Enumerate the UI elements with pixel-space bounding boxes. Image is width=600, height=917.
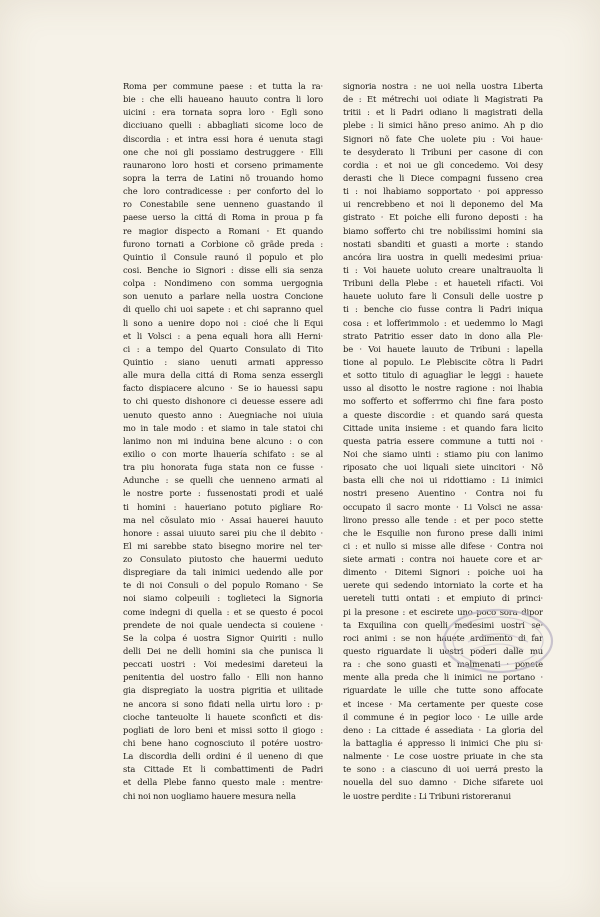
text-line: uicini : era tornata sopra loro · Egli sono [123,107,323,118]
text-line: pi la presone : et escirete uno poco sora dipor [343,606,543,617]
text-line: te di noi Consuli o del populo Romano · Se [123,580,323,591]
text-line: strato Patritio esser dato in dono alla Ple· [343,330,543,341]
text-line: nalmente · Le cose uostre priuate in che sta [343,751,543,762]
text-line: bie : che elli haueano hauuto contra li loro [123,94,323,105]
text-line: Quintio : siano uenuti armati appresso [123,356,323,367]
text-line: signoria nostra : ne uoi nella uostra Liberta [343,81,543,91]
text-line: le uostre perdite : Li Tribuni ristoreranui [343,790,511,801]
text-line: paese uerso la cittá di Roma in proua p fa [123,212,323,223]
text-line: chi noi non uogliamo hauere mesura nella [123,790,296,801]
text-line: ci : a tempo del Quarto Consulato di Tito [123,343,323,354]
text-line: lirono presso alle tende : et per poco stette [343,514,543,525]
text-line: zo Consulato piutosto che hauermi ueduto [123,554,323,565]
text-line: come indegni di quella : et se questo é pocoi [123,606,323,617]
text-line: et sotto titulo di aguagliar le leggi : hauete [343,370,543,381]
text-line: Roma per commune paese : et tutta la ra· [123,81,323,91]
text-line: ta Exquilina con quelli medesimi uostri se· [343,619,543,630]
text-line: che le Esquilie non furono prese dalli inimi [343,527,543,538]
text-line: occupato il sacro monte · Li Volsci ne assa· [343,501,543,512]
text-line: cosa : et lofferimmolo : et uedemmo lo Magi [343,317,543,328]
text-line: et li Volsci : a pena equali hora alli Herni· [123,330,323,341]
text-line: exilio o con morte lhauería schifato : se al [123,448,323,459]
text-line: uereteli tutti ontati : et empiuto di princi· [343,593,543,604]
text-line: biamo sofferto chi tre nobilissimi homini sia [343,225,543,236]
text-line: ui rencrebbeno et noi li deponemo del Ma [343,199,543,210]
text-line: li sono a uenire dopo noi : cioé che li Equi [123,317,323,328]
text-line: La discordia delli ordini é il ueneno di que [123,751,323,762]
text-line: uerete qui sedendo intorniato la corte et ha [343,580,543,591]
text-line: mente alla preda che li inimici ne portano · [343,672,543,683]
text-line: pogliati de loro beni et missi sotto il giogo : [123,724,323,735]
text-line: la battaglia é appresso li inimici Che piu si· [343,738,543,749]
text-line: gia dispregiato la uostra pigritia et uilitade [123,685,323,696]
text-line: colpa : Nondimeno con somma uergognia [123,278,323,289]
text-line: honore : assai uiuuto sarei piu che il debito · [123,527,323,538]
text-line: dispregiare da tali inimici uedendo alle por [123,567,323,578]
text-line: dimento · Ditemi Signori : poiche uoi ha [343,567,543,578]
text-line: re magior dispecto a Romani · Et quando [123,225,323,236]
left-text-column [123,80,323,803]
text-line: te desyderato li Tribuni per casone di con [343,146,543,157]
text-line: il commune é in pegior loco · Le uille arde [343,711,543,722]
text-line: ti homini : haueriano potuto pigliare Ro· [123,501,323,512]
text-line: plebe : li simici hãno preso animo. Ah p dio [343,120,543,131]
text-line: et incese · Ma certamente per queste cose [343,698,543,709]
text-line: ti : noi lhabiamo sopportato · poi appresso [343,186,543,197]
text-line: to chi questo dishonore ci deuesse essere adi [123,396,323,407]
text-line: dicciuano quelli : abbagliati sicome loco de [123,120,323,131]
text-line: Noi che siamo uinti : stiamo piu con lanimo [343,448,543,459]
text-line: El mi sarebbe stato bisegno morire nel ter· [123,540,323,551]
text-line: delli Dei ne delli homini sia che punisca li [123,646,323,657]
text-line: riposato che uoi liquali siete uincitori · Nõ [343,462,543,473]
text-line: hauete uoluto fare li Consuli delle uostre p [343,291,543,302]
text-line: questa patria essere commune a tutti noi · [343,435,543,446]
text-line: discordia : et intra essi hora é uenuta stagi [123,133,323,144]
text-line: Cittade unita insieme : et quando fara licito [343,422,543,433]
text-line: ra : che sono guasti et malmenati · ponete [343,659,543,670]
text-line: usso al disotto le nostre ragione : noi lhabia [343,383,543,394]
text-line: di quello chi uoi sapete : et chi sapranno quel [123,304,323,315]
text-line: Tribuni della Plebe : et haueteli rifacti. Voi [343,278,543,289]
text-line: tritii : et li Padri odiano li magistrati della [343,107,543,118]
text-line: roci animi : se non hauete ardimento di far [343,632,543,643]
right-text-column [343,80,543,803]
text-line: ne ancora si sono fidati nella uirtu loro : p· [123,698,323,709]
text-line: basta elli che noi ui ridottiamo : Li inimici [343,475,543,486]
text-line: cordia : et noi ue gli concedemo. Voi desy [343,159,543,170]
text-line: uenuto questo anno : Auegniache noi uiuia [123,409,323,420]
text-line: furono tornati a Corbione cõ grãde preda : [123,238,323,249]
text-line: ma nel cõsulato mio · Assai hauerei hauuto [123,514,323,525]
text-line: son uenuto a parlare nella uostra Concione [123,291,323,302]
text-line: Adunche : se quelli che uenneno armati al [123,475,323,486]
text-line: sopra la terra de Latini nõ trouando homo [123,172,323,183]
text-line: alle mura della cittá di Roma senza essergli [123,370,323,381]
text-line: tione al populo. Le Plebiscite cõtra li Padri [343,356,543,367]
text-line: questo riguardate li uostri poderi dalle mu [343,646,543,657]
text-line: ti : Voi hauete uoluto creare unaltrauolta li [343,264,543,275]
text-line: sta Cittade Et li combattimenti de Padri [123,764,323,775]
text-line: riguardate le uille che tutte sono affocate [343,685,543,696]
text-line: siete armati : contra noi hauete core et ar· [343,554,543,565]
text-line: ti : benche cio fusse contra li Padri iniqua [343,304,543,315]
text-line: mo in tale modo : et siamo in tale statoi chi [123,422,323,433]
text-line: che loro contradicesse : per conforto del lo [123,186,323,197]
text-line: ci : et nullo si misse alle difese · Contra noi [343,540,543,551]
text-line: cosi. Benche io Signori : disse elli sia senza [123,264,323,275]
text-line: be · Voi hauete lauuto de Tribuni : lapella [343,343,543,354]
text-line: Se la colpa é uostra Signor Quiriti : nullo [123,632,323,643]
text-line: penitentia del uostro fallo · Elli non hanno [123,672,323,683]
text-line: one che noi gli possiamo destruggere · Elli [123,146,323,157]
text-line: nostati sbanditi et guasti a morte : stando [343,238,543,249]
text-line: cioche tanteuolte li hauete sconficti et dis· [123,711,323,722]
text-line: Quintio il Consule raunó il populo et plo [123,251,323,262]
text-line: nostri preseno Auentino · Contra noi fu [343,488,543,499]
text-line: et della Plebe fanno questo male : mentre· [123,777,323,788]
text-line: ro Conestabile sene uenneno guastando il [123,199,323,210]
text-line: de : Et métrechi uoi odiate li Magistrati Pa [343,94,543,105]
text-line: Signori nõ fate Che uolete piu : Voi haue· [343,133,543,144]
text-line: le nostre porte : fussenostati prodi et ualé [123,488,323,499]
text-line: gistrato · Et poiche elli furono deposti : ha [343,212,543,223]
text-line: a queste discordie : et quando sará questa [343,409,543,420]
text-line: raunarono loro hosti et corseno primamente [123,159,323,170]
text-line: ancóra lira uostra in quelli medesimi priua· [343,251,543,262]
text-line: prendete de noi quale uendecta si couiene · [123,619,323,630]
library-stamp-icon [438,604,558,678]
text-line: lanimo non mi induina bene alcuno : o con [123,435,323,446]
text-line: chi bene hano cognosciuto il potére uostro· [123,738,323,749]
text-line: noi siamo colpeuili : toglieteci la Signoria [123,593,323,604]
text-line: mo sofferto et sofferrmo chi fine fara posto [343,396,543,407]
text-line: peccati uostri : Voi medesimi dareteui la [123,659,323,670]
text-line: derasti che li Diece compagni fusseno crea [343,172,543,183]
text-line: tra piu honorata fuga stata non ce fusse · [123,462,323,473]
text-line: deno : La cittade é assediata · La gloria del [343,724,543,735]
text-line: te sono : a ciascuno di uoi uerrá presto la [343,764,543,775]
text-line: nouella del suo damno · Diche sifarete uoi [343,777,543,788]
text-line: facto dispiacere alcuno · Se io hauessi sapu [123,383,323,394]
